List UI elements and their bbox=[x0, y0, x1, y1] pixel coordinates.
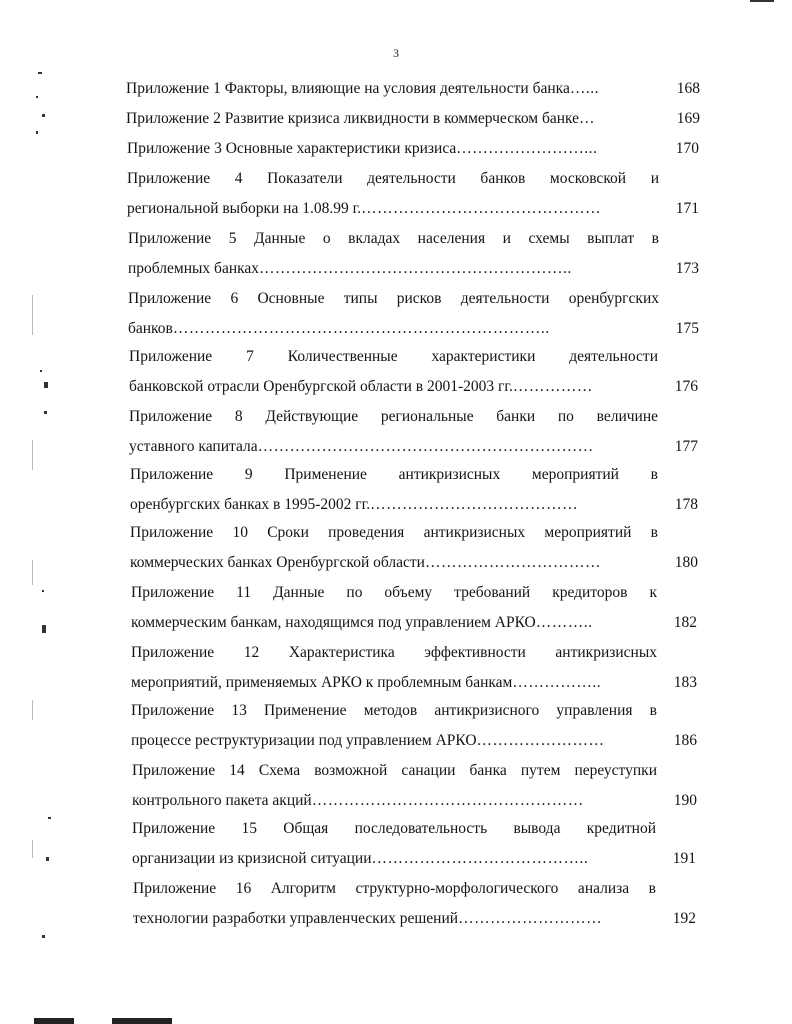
toc-entry-title-line: Приложение 1 Факторы, влияющие на условия деятельности банка bbox=[126, 80, 570, 97]
toc-entry-leader-line bbox=[127, 134, 699, 164]
toc-dot-leader: ……………………………………… bbox=[361, 200, 602, 217]
toc-entry-title-line: Приложение 7 Количественные характеристики деятельности bbox=[129, 348, 658, 365]
toc-entry-title-line: региональной выборки на 1.08.99 г. bbox=[127, 200, 362, 217]
toc-entry bbox=[130, 518, 698, 578]
toc-entry-leader-line bbox=[130, 548, 698, 578]
toc-entry bbox=[128, 224, 699, 284]
toc-entry-title-line: Приложение 9 Применение антикризисных мероприятий в bbox=[130, 466, 658, 483]
toc-entry bbox=[132, 814, 696, 874]
toc-page-number: 190 bbox=[673, 792, 697, 809]
toc-entry-title-line: Приложение 12 Характеристика эффективности антикризисных bbox=[131, 644, 657, 661]
toc-entry-title-line: контрольного пакета акций bbox=[132, 792, 312, 809]
toc-dot-leader: …………….. bbox=[512, 674, 602, 691]
toc-dot-leader: ………………………………… bbox=[370, 496, 579, 513]
toc-page-number: 192 bbox=[672, 910, 696, 927]
page-number: 3 bbox=[393, 46, 399, 60]
toc-entry-leader-line bbox=[127, 194, 699, 224]
toc-page-number: 191 bbox=[672, 850, 696, 867]
toc-page-number: 178 bbox=[674, 496, 698, 513]
toc-entry-title-line: Приложение 8 Действующие региональные банки по величине bbox=[129, 408, 658, 425]
toc-entry-leader-line bbox=[126, 74, 700, 104]
toc-page-number: 180 bbox=[674, 554, 698, 571]
toc-entry bbox=[131, 696, 697, 756]
toc-entry-title-line: Приложение 6 Основные типы рисков деятельности оренбургских bbox=[128, 290, 659, 307]
toc-entry bbox=[129, 402, 698, 462]
toc-entry-title-line: оренбургских банках в 1995-2002 гг. bbox=[130, 496, 371, 513]
toc-entry-leader-line bbox=[131, 726, 697, 756]
toc-entry-title-line: Приложение 14 Схема возможной санации банка путем переуступки bbox=[132, 762, 657, 779]
toc-dot-leader: ………………………………….. bbox=[371, 850, 589, 867]
toc-entry-title-line: Приложение 13 Применение методов антикризисного управления в bbox=[131, 702, 657, 719]
toc-page-number: 177 bbox=[674, 438, 698, 455]
toc-entry bbox=[126, 74, 700, 104]
toc-entry-title-line: коммерческих банках Оренбургской области bbox=[130, 554, 425, 571]
toc-dot-leader: …………………… bbox=[476, 732, 605, 749]
toc-entry-title-line: Приложение 11 Данные по объему требований кредиторов к bbox=[131, 584, 657, 601]
toc-dot-leader: …... bbox=[569, 80, 599, 97]
toc-entry-title-line: банков bbox=[128, 320, 173, 337]
toc-entry-leader-line bbox=[129, 372, 698, 402]
toc-page-number: 168 bbox=[676, 80, 700, 97]
toc-entry-title-line: Приложение 2 Развитие кризиса ликвидности в коммерческом банке bbox=[126, 110, 580, 127]
toc-entry bbox=[131, 638, 697, 698]
toc-entry-leader-line bbox=[128, 254, 699, 284]
toc-entry-leader-line bbox=[128, 314, 699, 344]
toc-entry-leader-line bbox=[126, 104, 700, 134]
toc-dot-leader: …………… bbox=[512, 378, 593, 395]
toc-entry-title-line: банковской отрасли Оренбургской области в 2001-2003 гг. bbox=[129, 378, 513, 395]
toc-entry bbox=[131, 578, 697, 638]
toc-entry-title-line: уставного капитала bbox=[129, 438, 258, 455]
toc-page-number: 182 bbox=[673, 614, 697, 631]
toc-entry-title-line: организации из кризисной ситуации bbox=[132, 850, 372, 867]
toc-entry-title-line: Приложение 15 Общая последовательность вывода кредитной bbox=[132, 820, 656, 837]
toc-page-number: 170 bbox=[675, 140, 699, 157]
toc-entry-leader-line bbox=[131, 608, 697, 638]
toc-page-number: 176 bbox=[674, 378, 698, 395]
toc-entry-leader-line bbox=[132, 844, 696, 874]
toc-dot-leader: ……………………... bbox=[456, 140, 598, 157]
toc-dot-leader: ……….. bbox=[535, 614, 593, 631]
toc-entry bbox=[126, 104, 700, 134]
toc-entry-title-line: мероприятий, применяемых АРКО к проблемным банкам bbox=[131, 674, 513, 691]
toc-entry bbox=[127, 134, 699, 164]
toc-entry-leader-line bbox=[131, 668, 697, 698]
toc-entry bbox=[128, 284, 699, 344]
toc-page-number: 175 bbox=[675, 320, 699, 337]
toc-dot-leader: …………………………………………… bbox=[311, 792, 584, 809]
toc-dot-leader: ………………………………………………….. bbox=[259, 260, 572, 277]
toc-dot-leader: …………………………… bbox=[424, 554, 601, 571]
toc-page-number: 173 bbox=[675, 260, 699, 277]
toc-dot-leader: …………………………………………………………….. bbox=[172, 320, 550, 337]
toc-dot-leader: ……………………………………………………… bbox=[257, 438, 594, 455]
toc-entry-title-line: процессе реструктуризации под управлением АРКО bbox=[131, 732, 477, 749]
toc-dot-leader: … bbox=[579, 110, 596, 127]
toc-entry-title-line: Приложение 10 Сроки проведения антикризисных мероприятий в bbox=[130, 524, 658, 541]
toc-dot-leader: ……………………… bbox=[458, 910, 603, 927]
toc-entry-title-line: технологии разработки управленческих решений bbox=[133, 910, 459, 927]
toc-entry-leader-line bbox=[129, 432, 698, 462]
toc-entry-leader-line bbox=[130, 490, 698, 520]
toc-entry-title-line: Приложение 5 Данные о вкладах населения и схемы выплат в bbox=[128, 230, 659, 247]
toc-entry bbox=[130, 460, 698, 520]
toc-entry-title-line: Приложение 4 Показатели деятельности банков московской и bbox=[127, 170, 659, 187]
toc-page-number: 183 bbox=[673, 674, 697, 691]
toc-entry bbox=[129, 342, 698, 402]
toc-page-number: 171 bbox=[675, 200, 699, 217]
toc-entry bbox=[127, 164, 699, 224]
toc-entry bbox=[132, 756, 697, 816]
toc-entry-title-line: коммерческим банкам, находящимся под управлением АРКО bbox=[131, 614, 536, 631]
toc-page-number: 186 bbox=[673, 732, 697, 749]
toc-page-number: 169 bbox=[676, 110, 700, 127]
toc-entry-leader-line bbox=[133, 904, 696, 934]
toc-entry-leader-line bbox=[132, 786, 697, 816]
toc-entry-title-line: Приложение 16 Алгоритм структурно-морфологического анализа в bbox=[133, 880, 656, 897]
toc-entry-title-line: Приложение 3 Основные характеристики кризиса bbox=[127, 140, 457, 157]
toc-entry bbox=[133, 874, 696, 934]
toc-entry-title-line: проблемных банках bbox=[128, 260, 260, 277]
